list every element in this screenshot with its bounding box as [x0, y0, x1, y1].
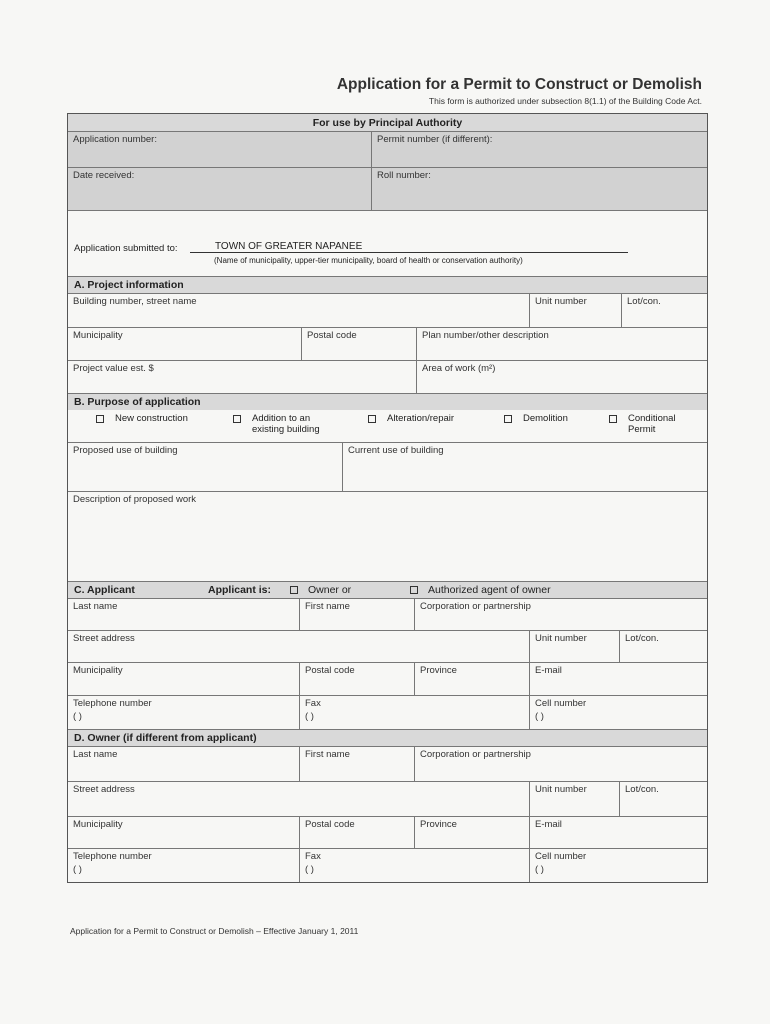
- applicant-cell-parens: ( ): [535, 711, 544, 722]
- area-of-work-label: Area of work (m²): [422, 363, 496, 374]
- owner-checkbox[interactable]: [290, 586, 298, 594]
- applicant-fax-field[interactable]: [299, 696, 529, 729]
- applicant-unit-field[interactable]: [529, 631, 619, 662]
- owner-first-name-field[interactable]: [299, 747, 414, 781]
- application-number-field[interactable]: [68, 132, 371, 167]
- date-received-label: Date received:: [73, 170, 135, 181]
- applicant-cell-field[interactable]: [529, 696, 707, 729]
- conditional-permit-label: Conditional Permit: [628, 413, 676, 435]
- new-construction-option[interactable]: [96, 413, 188, 424]
- applicant-province-field[interactable]: [414, 663, 529, 695]
- application-number-label: Application number:: [73, 134, 157, 145]
- applicant-fax-parens: ( ): [305, 711, 314, 722]
- applicant-fax-label: Fax: [305, 698, 321, 709]
- conditional-permit-checkbox[interactable]: [609, 415, 617, 423]
- owner-corporation-field[interactable]: [414, 747, 707, 781]
- unit-number-field[interactable]: [529, 294, 621, 327]
- demolition-option[interactable]: [504, 413, 568, 424]
- project-section-heading: A. Project information: [68, 276, 707, 293]
- applicant-heading-label: C. Applicant: [74, 584, 135, 596]
- form-footer: Application for a Permit to Construct or Demolish – Effective January 1, 2011: [70, 926, 359, 936]
- applicant-first-name-field[interactable]: [299, 599, 414, 630]
- owner-email-field[interactable]: [529, 817, 707, 848]
- owner-municipality-label: Municipality: [73, 819, 123, 830]
- owner-province-field[interactable]: [414, 817, 529, 848]
- applicant-last-name-field[interactable]: [68, 599, 299, 630]
- owner-option-label: Owner or: [308, 584, 352, 596]
- owner-email-label: E-mail: [535, 819, 562, 830]
- submitted-to-label: Application submitted to:: [74, 243, 178, 254]
- authorized-agent-checkbox[interactable]: [410, 586, 418, 594]
- plan-number-field[interactable]: [416, 328, 707, 360]
- postal-code-field[interactable]: [301, 328, 416, 360]
- owner-cell-field[interactable]: [529, 849, 707, 882]
- applicant-email-label: E-mail: [535, 665, 562, 676]
- applicant-municipality-field[interactable]: [68, 663, 299, 695]
- applicant-telephone-field[interactable]: [68, 696, 299, 729]
- unit-number-label: Unit number: [535, 296, 587, 307]
- owner-corporation-label: Corporation or partnership: [420, 749, 531, 760]
- owner-last-name-field[interactable]: [68, 747, 299, 781]
- demolition-label: Demolition: [523, 413, 568, 424]
- owner-street-field[interactable]: [68, 782, 529, 816]
- project-value-label: Project value est. $: [73, 363, 154, 374]
- applicant-telephone-parens: ( ): [73, 711, 82, 722]
- new-construction-label: New construction: [115, 413, 188, 424]
- owner-lot-con-field[interactable]: [619, 782, 707, 816]
- authority-section-heading: For use by Principal Authority: [68, 114, 707, 131]
- addition-option[interactable]: [233, 413, 343, 435]
- applicant-first-name-label: First name: [305, 601, 350, 612]
- roll-number-field[interactable]: [371, 168, 707, 210]
- submitted-to-hint: (Name of municipality, upper-tier municipality, board of health or conservation authority): [214, 256, 523, 265]
- owner-option[interactable]: [290, 584, 351, 596]
- submitted-to-row: [68, 210, 707, 276]
- owner-fax-parens: ( ): [305, 864, 314, 875]
- description-field[interactable]: [68, 492, 707, 581]
- alteration-checkbox[interactable]: [368, 415, 376, 423]
- demolition-checkbox[interactable]: [504, 415, 512, 423]
- lot-con-field[interactable]: [621, 294, 707, 327]
- applicant-corporation-label: Corporation or partnership: [420, 601, 531, 612]
- lot-con-label: Lot/con.: [627, 296, 661, 307]
- purpose-options: [68, 410, 707, 442]
- authorized-agent-option[interactable]: [410, 584, 551, 596]
- plan-number-label: Plan number/other description: [422, 330, 549, 341]
- date-received-field[interactable]: [68, 168, 371, 210]
- owner-fax-label: Fax: [305, 851, 321, 862]
- new-construction-checkbox[interactable]: [96, 415, 104, 423]
- building-number-label: Building number, street name: [73, 296, 197, 307]
- owner-street-label: Street address: [73, 784, 135, 795]
- applicant-is-label: Applicant is:: [208, 584, 272, 596]
- alteration-label: Alteration/repair: [387, 413, 455, 424]
- owner-cell-label: Cell number: [535, 851, 587, 862]
- area-of-work-field[interactable]: [416, 361, 707, 393]
- owner-unit-field[interactable]: [529, 782, 619, 816]
- applicant-cell-label: Cell number: [535, 698, 587, 709]
- proposed-use-label: Proposed use of building: [73, 445, 178, 456]
- form-title: Application for a Permit to Construct or Demolish: [336, 76, 702, 93]
- current-use-field[interactable]: [342, 443, 707, 491]
- applicant-province-label: Province: [420, 665, 457, 676]
- permit-number-label: Permit number (if different):: [377, 134, 493, 145]
- applicant-street-label: Street address: [73, 633, 135, 644]
- applicant-street-field[interactable]: [68, 631, 529, 662]
- owner-province-label: Province: [420, 819, 457, 830]
- roll-number-label: Roll number:: [377, 170, 431, 181]
- proposed-use-field[interactable]: [68, 443, 342, 491]
- form-subtitle: This form is authorized under subsection 8(1.1) of the Building Code Act.: [428, 96, 702, 106]
- applicant-unit-label: Unit number: [535, 633, 587, 644]
- applicant-email-field[interactable]: [529, 663, 707, 695]
- owner-telephone-parens: ( ): [73, 864, 82, 875]
- applicant-lot-con-label: Lot/con.: [625, 633, 659, 644]
- building-number-field[interactable]: [68, 294, 529, 327]
- owner-cell-parens: ( ): [535, 864, 544, 875]
- municipality-label: Municipality: [73, 330, 123, 341]
- owner-fax-field[interactable]: [299, 849, 529, 882]
- addition-label: Addition to an existing building: [252, 413, 320, 435]
- owner-postal-code-field[interactable]: [299, 817, 414, 848]
- addition-checkbox[interactable]: [233, 415, 241, 423]
- applicant-postal-code-label: Postal code: [305, 665, 355, 676]
- applicant-section-heading: [68, 581, 707, 598]
- applicant-postal-code-field[interactable]: [299, 663, 414, 695]
- project-value-field[interactable]: [68, 361, 416, 393]
- owner-telephone-label: Telephone number: [73, 851, 152, 862]
- postal-code-label: Postal code: [307, 330, 357, 341]
- owner-last-name-label: Last name: [73, 749, 118, 760]
- applicant-corporation-field[interactable]: [414, 599, 707, 630]
- municipality-field[interactable]: [68, 328, 301, 360]
- submitted-to-field[interactable]: TOWN OF GREATER NAPANEE: [190, 241, 628, 253]
- owner-telephone-field[interactable]: [68, 849, 299, 882]
- owner-first-name-label: First name: [305, 749, 350, 760]
- application-form: [67, 113, 708, 883]
- owner-unit-label: Unit number: [535, 784, 587, 795]
- alteration-option[interactable]: [368, 413, 454, 424]
- owner-section-heading: D. Owner (if different from applicant): [68, 729, 707, 746]
- current-use-label: Current use of building: [348, 445, 444, 456]
- description-label: Description of proposed work: [73, 494, 197, 505]
- permit-number-field[interactable]: [371, 132, 707, 167]
- owner-lot-con-label: Lot/con.: [625, 784, 659, 795]
- applicant-telephone-label: Telephone number: [73, 698, 152, 709]
- authorized-agent-label: Authorized agent of owner: [428, 584, 551, 596]
- owner-postal-code-label: Postal code: [305, 819, 355, 830]
- purpose-section-heading: B. Purpose of application: [68, 393, 707, 410]
- applicant-municipality-label: Municipality: [73, 665, 123, 676]
- conditional-permit-option[interactable]: [609, 413, 689, 435]
- applicant-lot-con-field[interactable]: [619, 631, 707, 662]
- owner-municipality-field[interactable]: [68, 817, 299, 848]
- applicant-last-name-label: Last name: [73, 601, 118, 612]
